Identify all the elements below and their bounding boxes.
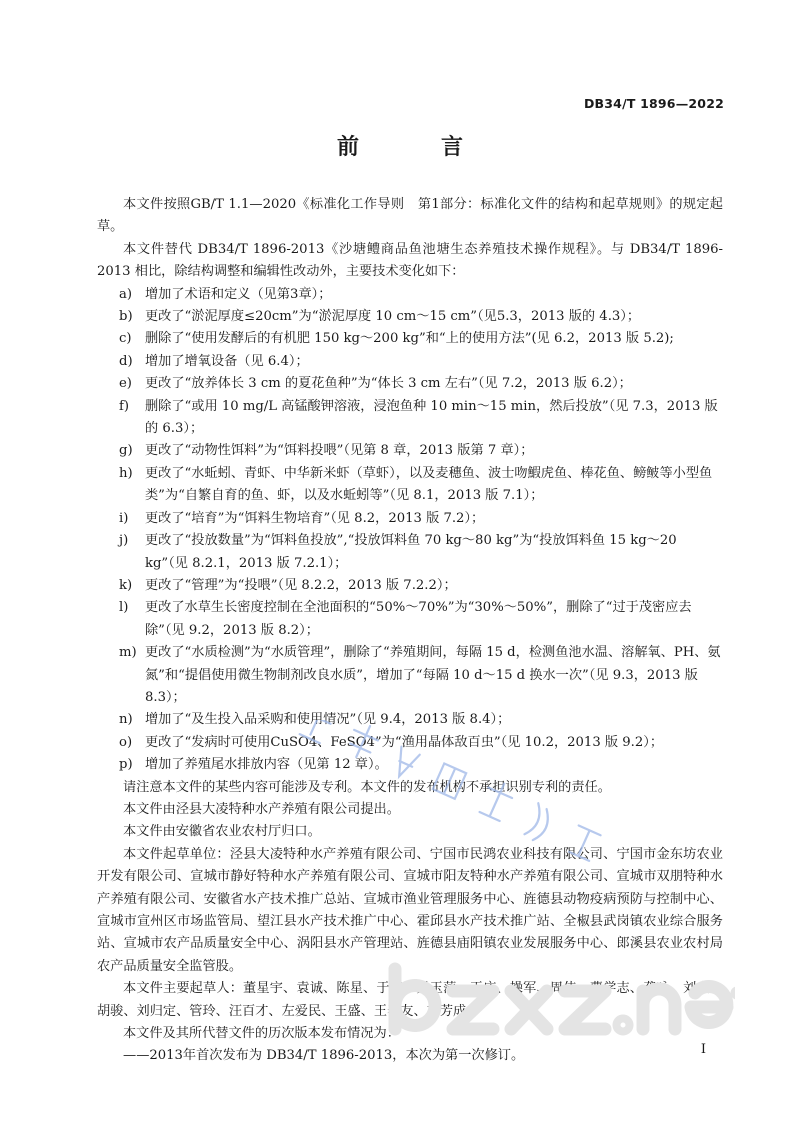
- list-item: [97, 396, 723, 441]
- paragraph: ——2013年首次发布为 DB34/T 1896-2013，本次为第一次修订。: [123, 1048, 525, 1064]
- list-marker: c): [119, 331, 132, 347]
- list-item-text: 更改了“水质检测”为“水质管理”，删除了“养殖期间，每隔 15 d，检测鱼池水温、溶解氧、PH、氨氮”和“提倡使用微生物制剂改良水质”，增加了“每隔 10 d～15 d 换水一次”（见 9.3，2013 版 8.3）；: [145, 645, 721, 705]
- list-marker: p): [119, 757, 133, 773]
- list-item-text: 更改了“培育”为“饵料生物培育”（见 8.2，2013 版 7.2）；: [145, 510, 485, 526]
- list-item-text: 更改了“动物性饵料”为“饵料投喂”（见第 8 章，2013 版第 7 章）；: [145, 443, 534, 459]
- paragraph: 本文件由安徽省农业农村厅归口。: [123, 824, 321, 840]
- list-item: [97, 306, 723, 328]
- paragraph: 请注意本文件的某些内容可能涉及专利。本文件的发布机构不承担识别专利的责任。: [123, 779, 611, 795]
- paragraph: 本文件起草单位：泾县大凌特种水产养殖有限公司、宁国市民鸿农业科技有限公司、宁国市金东坊农业开发有限公司、宣城市静好特种水产养殖有限公司、宣城市阳友特种水产养殖有限公司、宣城市双朋特种水产养殖有限公司、安徽省水产技术推广总站、宣城市渔业管理服务中心、旌德县动物疫病预防与控制中心、宣城市宣州区市场监管局、望江县水产技术推广中心、霍邱县水产技术推广站、全椒县武岗镇农业综合服务站、宣城市农产品质量安全中心、涡阳县水产管理站、旌德县庙阳镇农业发展服务中心、郎溪县农业农村局农产品质量安全监管股。: [97, 846, 723, 974]
- list-marker: n): [119, 712, 133, 728]
- list-marker: e): [119, 376, 132, 392]
- list-marker: i): [119, 510, 129, 526]
- list-item: [97, 463, 723, 508]
- list-marker: j): [119, 533, 129, 549]
- paragraph: 本文件由泾县大凌特种水产养殖有限公司提出。: [123, 801, 400, 817]
- list-marker: a): [119, 286, 133, 302]
- paragraph: 本文件及其所代替文件的历次版本发布情况为：: [123, 1026, 400, 1042]
- list-item: [97, 328, 723, 350]
- list-marker: m): [119, 645, 137, 661]
- list-item-text: 更改了“水蚯蚓、青虾、中华新米虾（草虾），以及麦穗鱼、波士吻鰕虎鱼、棒花鱼、鳑鲏等小型鱼类”为“自繁自育的鱼、虾，以及水蚯蚓等”（见 8.1，2013 版 7.1）；: [145, 465, 713, 504]
- list-item: [97, 373, 723, 395]
- list-item-text: 增加了养殖尾水排放内容（见第 12 章）。: [145, 757, 388, 773]
- list-item: [97, 575, 723, 597]
- paragraph: 本文件主要起草人：董星宇、袁诚、陈星、于旭、吴玉萍、王庆、操军、周伟、曹学志、龚咏、刘杰、胡骏、刘归定、管玲、汪百才、左爱民、王盛、王春友、胡芳成。: [97, 981, 723, 1019]
- list-item-text: 增加了“及生投入品采购和使用情况”（见 9.4，2013 版 8.4）；: [145, 712, 511, 728]
- list-item: [97, 284, 723, 306]
- list-marker: b): [119, 309, 133, 325]
- paragraph: 本文件替代 DB34/T 1896-2013《沙塘鳢商品鱼池塘生态养殖技术操作规程》。与 DB34/T 1896-2013 相比，除结构调整和编辑性改动外，主要技术变化如下：: [97, 241, 723, 280]
- list-item-text: 更改了“放养体长 3 cm 的夏花鱼种”为“体长 3 cm 左右”（见 7.2，2013 版 6.2）；: [145, 376, 632, 392]
- list-item: [97, 597, 723, 642]
- list-marker: o): [119, 734, 133, 750]
- list-item-text: 删除了“使用发酵后的有机肥 150 kg～200 kg”和“上的使用方法”(见 6.2，2013 版 5.2);: [145, 331, 674, 347]
- paragraph: 本文件按照GB/T 1.1—2020《标准化工作导则 第1部分：标准化文件的结构和起草规则》的规定起草。: [97, 197, 723, 235]
- list-marker: d): [119, 353, 133, 369]
- list-marker: g): [119, 443, 133, 459]
- list-item-text: 更改了“发病时可使用CuSO4、FeSO4”为“渔用晶体敌百虫”（见 10.2，2013 版 9.2）；: [145, 734, 664, 750]
- list-marker: l): [119, 600, 129, 616]
- standard-code: DB34/T 1896—2022: [583, 96, 724, 111]
- list-item: [97, 754, 723, 776]
- list-item-text: 增加了增氧设备（见 6.4）；: [145, 353, 309, 369]
- list-item-text: 更改了“淤泥厚度≤20cm”为“淤泥厚度 10 cm～15 cm”（见5.3，2013 版的 4.3）；: [145, 309, 641, 325]
- list-item: [97, 642, 723, 709]
- list-item-text: 删除了“或用 10 mg/L 高锰酸钾溶液，浸泡鱼种 10 min～15 min，然后投放”（见 7.3，2013 版的 6.3）；: [145, 398, 718, 437]
- list-marker: h): [119, 465, 133, 481]
- page-title: 前 言: [336, 135, 493, 160]
- list-item-text: 增加了术语和定义（见第3章）；: [145, 286, 332, 302]
- list-item-text: 更改了“投放数量”为“饵料鱼投放”,“投放饵料鱼 70 kg～80 kg”为“投放饵料鱼 15 kg～20 kg”（见 8.2.1，2013 版 7.2.1）；: [145, 533, 677, 571]
- list-marker: k): [119, 577, 133, 593]
- list-item: [97, 530, 723, 575]
- list-item: [97, 709, 723, 731]
- preface-body: [97, 194, 723, 1068]
- list-item: [97, 351, 723, 373]
- list-item-text: 更改了水草生长密度控制在全池面积的“50%～70%”为“30%～50%”，删除了“过于茂密应去除”（见 9.2，2013 版 8.2）；: [145, 600, 692, 638]
- changes-list: [97, 284, 723, 777]
- list-item: [97, 732, 723, 754]
- page-number: I: [700, 1042, 706, 1057]
- list-item: [97, 440, 723, 462]
- list-marker: f): [119, 398, 130, 414]
- list-item-text: 更改了“管理”为“投喂”（见 8.2.2，2013 版 7.2.2）；: [145, 577, 457, 593]
- list-item: [97, 508, 723, 530]
